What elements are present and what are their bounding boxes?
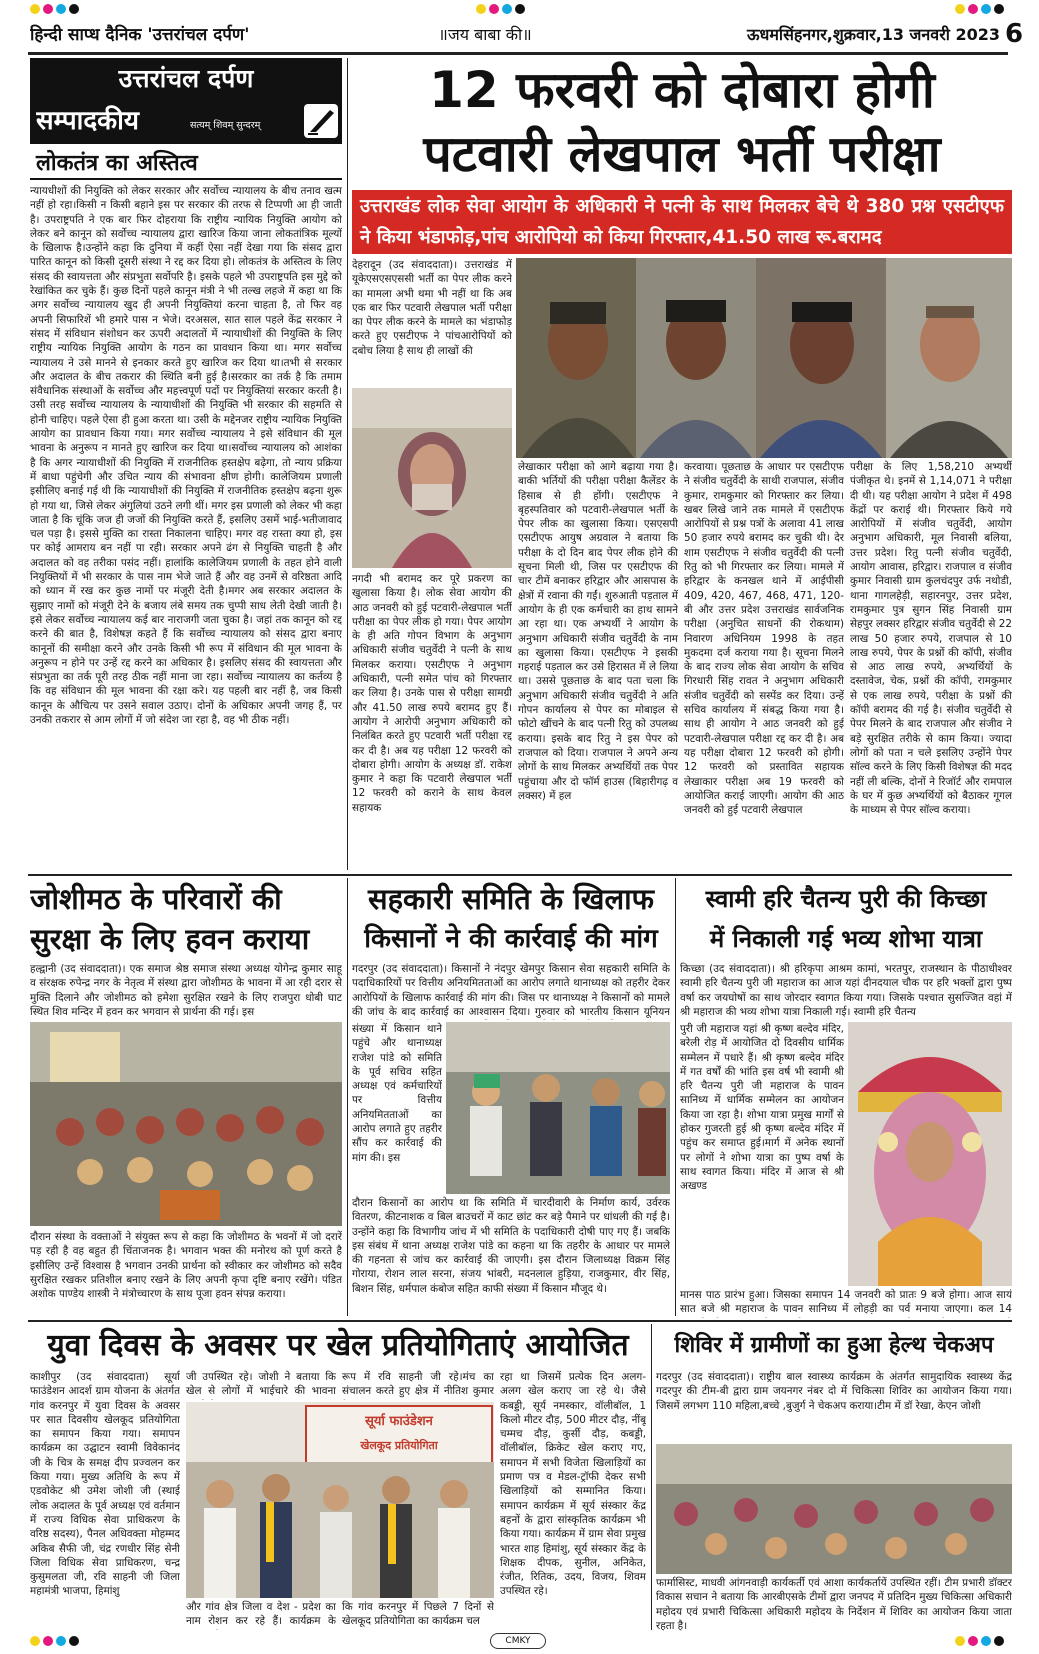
kisan-headline-line1: सहकारी समिति के खिलाफ [368,882,654,916]
column-divider-4 [651,1324,652,1630]
lead-subhead: उत्तराखंड लोक सेवा आयोग के अधिकारी ने पत्नी के साथ मिलकर बेचे थे 380 प्रश्न एसटीएफ ने किया भंडाफोड़,पांच आरोपियो को किया गिरफ्तार,41.50 लाख रू.बरामद [352,190,1012,254]
kisan-photo [446,1022,670,1194]
editorial-motto: सत्यम् शिवम् सुन्दरम् [190,120,261,131]
havan-photo [30,1022,342,1226]
lead-col-d: परीक्षा के लिए 1,58,210 अभ्यर्थी पंजीकृत थे। इनमें से 1,14,071 ने परीक्षा दी थी। यह परीक्षा आयोग ने प्रदेश में 498 केंद्रों पर कराई थी। गिरफ्तार किये गये आरोपियों में संजीव चतुर्वेदी, आयोग अनुभाग अधिकारी, मूल निवासी बलिया, उत्तर प्रदेश। रितु पत्नी संजीव चतुर्वेदी, आयोग आवास, हरिद्वार। राजपाल व संजीव कुमार निवासी ग्राम कुलचंदपुर उर्फ नथोडी, थाना गागलहेड़ी, सहारनपुर, उत्तर प्रदेश, रामकुमार पुत्र सुगन सिंह निवासी ग्राम सेहपुर लक्सर हरिद्वार संजीव चतुर्वेदी से 22 लाख 50 हजार रुपये, राजपाल से 10 लाख रुपये, पेपर के प्रश्नों की कॉपी, संजीव से आठ लाख रुपये, अभ्यर्थियों के दस्तावेज, चेक, प्रश्नों की कॉपी, रामकुमार से एक लाख रुपये, परीक्षा के प्रश्नों की कॉपी बरामद की गई है। संजीव चतुर्वेदी से पेपर मिलने के बाद राजपाल और संजीव ने बड़े सुरक्षित तरीके से काम किया। ज्यादा लोगों को पता न चले इसलिए उन्होंने पेपर सॉल्व करने के लिए किसी विशेषज्ञ की मदद नहीं ली बल्कि, दोनों ने रिजॉर्ट और रामपाल के घर में कुछ अभ्यर्थियों को बैठाकर गूगल के माध्यम से पेपर सॉल्व कराया। [850,461,1012,817]
yatra-body: मानस पाठ प्रारंभ हुआ। जिसका समापन 14 जनवरी को प्रातः 9 बजे होगा। आज सायं सात बजे श्री महाराज के पावन सानिध्य में लोहड़ी का पर्व मनाया जाएगा। कल 14 [680,1289,1012,1316]
yatra-col-left: पुरी जी महाराज यहां श्री कृष्ण बल्देव मंदिर, बरेली रोड़ में आयोजित दो दिवसीय धार्मिक सम्मेलन में पधारे हैं। श्री कृष्ण बल्देव मंदिर में गत वर्षों की भांति इस वर्ष भी स्वामी श्री हरि चैतन्य पुरी जी महाराज के पावन सानिध्य में धार्मिक सम्मेलन का आयोजन किया जा रहा है। शोभा यात्रा प्रमुख मार्गों से होकर गुजरती हुई श्री कृष्ण बल्देव मंदिर में पहुंच कर समाप्त हुई।मार्ग में अनेक स्थानों पर लोगों ने शोभा यात्रा का पुष्प वर्षा के साथ स्वागत किया। मंदिर में आज से श्री अखण्ड [680,1023,844,1193]
yuva-col4: रहा था जिसमें प्रत्येक दिन अलग- अलग खेल कराए जा रहे थे। जैसे कबड्डी, सूर्य नमस्कार, वॉलीबॉल, 1 किलो मीटर दौड़, 500 मीटर दौड़, नींबू चम्मच दौड़, कुर्सी दौड़, कबड्डी, वॉलीबॉल, क्रिकेट खेल कराए गए, समापन में सभी विजेता खिलाड़ियों का प्रमाण पत्र व मेडल-ट्रॉफी देकर सभी खिलाड़ियों को सम्मानित किया। समापन कार्यक्रम में सूर्य संस्कार केंद्र बहनों के द्वारा सांस्कृतिक कार्यक्रम भी किया गया। कार्यक्रम में ग्राम सेवा प्रमुख भारत शाह हिमांशु, सूर्य संस्कार केंद्र के शिक्षक दीपक, सुनील, अनिकेत, रंजीत, रितिक, उदय, विजय, शिवम उपस्थित रहे। [500,1371,646,1598]
editorial-banner [30,58,342,144]
joshimath-body: दौरान संस्था के वक्ताओं ने संयुक्त रूप से कहा कि जोशीमठ के भवनों में जो दरारें पड़ रही है वह बहुत ही चिंताजनक है। भगवान भक्त की मनोरथ को पूर्ण करते है इसीलिए उन्हें विश्वास है भगवान उनकी प्रार्थना को स्वीकार कर जोशीमठ को सदैव सुरक्षित रखकर प्रतिशील बनाए रखने के लिए अपनी कृपा दृष्टि बनाए रखेंगे। पंडित अशोक पाण्डेय शास्त्री ने मंत्रोच्चारण के साथ पूजा हवन संपन्न कराया। [30,1231,342,1301]
kisan-col-left: संख्या में किसान थाने पहुंचे और थानाध्यक्ष राजेश पांडे को समिति के पूर्व सचिव सहित अध्यक्ष एवं कर्मचारियों पर वित्तीय अनियमितताओं का आरोप लगाते हुए तहरीर सौंप कर कार्रवाई की मांग की। इस [352,1023,442,1164]
yuva-col2-bottom: और गांव क्षेत्र जिला व देश - प्रदेश का नाम रोशन कर रहे हैं। कार्यक्रम के [186,1601,336,1628]
quill-icon [304,104,338,138]
yuva-col1: काशीपुर (उद संवाददाता) सूर्या फाउंडेशन आदर्श ग्राम योजना के अंतर्गत गांव करनपुर में युवा दिवस के अवसर पर सात दिवसीय खेलकूद प्रतियोगिता का समापन किया गया। समापन कार्यक्रम का उद्घाटन स्वामी विवेकानंद जी के चित्र के समक्ष दीप प्रज्वलन कर किया गया। मुख्य अतिथि के रूप में एडवोकेट श्री उमेश जोशी जी (स्थाई लोक अदालत के पूर्व अध्यक्ष एवं वर्तमान में राज्य विधिक सेवा प्राधिकरण के वरिष्ठ सदस्य), पैनल अधिवक्ता मोहम्मद अकिब सैफी जी, चंद्र रणधीर सिंह सेनी जिला विधिक सेवा प्राधिकरण, चन्द्र कुसुमलता जी, रवि साहनी जी जिला महामंत्री भाजपा, हिमांशु [30,1371,180,1598]
yuva-col3-bottom: कि गांव करनपुर में पिछले 7 दिनों से खेलकूद प्रतियोगिता का कार्यक्रम चल [342,1601,494,1628]
page-number: 6 [1005,19,1024,49]
paper-name: हिन्दी साप्ध दैनिक 'उत्तरांचल दर्पण' [30,25,250,45]
yuva-photo [186,1402,494,1598]
health-intro: गदरपुर (उद संवाददाता)। राष्ट्रीय बाल स्वास्थ्य कार्यक्रम के अंतर्गत सामुदायिक स्वास्थ्य केंद्र गदरपुर की टीम-बी द्वारा ग्राम जयनगर नंबर दो में चिकित्सा शिविर का आयोजन किया गया। जिसमें लगभग 110 महिला,बच्चे ,बुजुर्ग ने चेकअप कराया।टीम में डॉ रेखा, केएन जोशी [656,1371,1012,1412]
health-headline: शिविर में ग्रामीणों का हुआ हेल्थ चेकअप [674,1333,994,1358]
registration-dots-top-center [476,4,525,14]
cmky-marker: CMKY [490,1633,546,1649]
health-camp-photo [656,1444,1012,1574]
editorial-banner-title: उत्तरांचल दर्पण [118,64,254,93]
yuva-headline: युवा दिवस के अवसर पर खेल प्रतियोगिताएं आयोजित [47,1328,629,1363]
registration-dots-bottom-left [30,1636,79,1646]
lead-headline-line2: पटवारी लेखपाल भर्ती परीक्षा [423,125,941,183]
header-rule [28,52,1008,55]
masthead-slogan: ॥जय बाबा की॥ [438,25,532,44]
registration-dots-bottom-right [955,1636,1004,1646]
accused-photo-4 [886,258,1012,458]
kisan-intro: गदरपुर (उद संवाददाता)। किसानों ने नंदपुर खेमपुर किसान सेवा सहकारी समिति के पदाधिकारियों पर वित्तीय अनियमितताओं का आरोप लगाते थानाध्यक्ष को तहरीर देकर आरोपियों के खिलाफ कार्रवाई की मांग की। जिस पर थानाध्यक्ष ने किसानों को मामले की जांच के बाद कार्रवाई का आश्वासन दिया। गुरुवार को भारतीय किसान यूनियन [352,963,670,1018]
yatra-headline-line1: स्वामी हरि चैतन्य पुरी की किच्छा [705,885,987,913]
yuva-col2-top: जी उपस्थित रहे। जोशी ने बताया कि खेल से लोगों में भाईचारे की भावना [186,1371,336,1398]
accused-photo-3 [756,258,886,458]
accused-photo-2 [636,258,756,458]
yuva-col3-top: रूप में रवि साहनी जी रहे।मंच का संचालन करते हुए क्षेत्र में नीतिश कुमार [342,1371,494,1398]
editorial-body: न्यायधीशों की नियुक्ति को लेकर सरकार और सर्वोच्च न्यायालय के बीच तनाव खत्म नहीं हो रहा।किसी न किसी बहाने इस पर सरकार की तरफ से टिप्पणी आ ही जाती है। उपराष्ट्रपति ने एक बार फिर दोहराया कि राष्ट्रीय न्यायिक नियुक्ति आयोग को लेकर बने कानून को सर्वोच्च न्यायालय द्वारा खारिज किया जाना लोकतांत्रिक मूल्यों के खिलाफ है।उन्होंने कहा कि दुनिया में कहीं ऐसा नहीं देखा गया कि संसद द्वारा पारित कानून को किसी दूसरी संस्था ने रद्द कर दिया हो। लोकतंत्र के अस्तित्व के लिए संसद की स्वायत्तता और संप्रभुता सर्वोपरि है। इसके पहले भी उपराष्ट्रपति इस मुद्दे को रेखांकित कर चुके हैं। कुछ दिनों पहले कानून मंत्री ने भी तल्ख लहजे में कहा था कि अगर सर्वोच्च न्यायालय खुद ही अपनी नियुक्तियां करना चाहता है, तो फिर वह अपनी सिफारिशें भी हमारे पास न भेजे। दरअसल, सात साल पहले केंद्र सरकार ने संसद में संविधान संशोधन कर ऊपरी अदालतों में न्यायाधीशों की नियुक्ति के लिए राष्ट्रीय न्यायिक नियुक्ति आयोग के गठन का प्रावधान किया था। मगर सर्वोच्च न्यायालय ने उसे मानने से इनकार करते हुए खारिज कर दिया था।तभी से सरकार और अदालत के बीच तकरार की स्थिति बनी हुई है।सरकार का तर्क है कि तमाम संवैधानिक संस्थाओं के सर्वोच्च और महत्त्वपूर्ण पदों पर नियुक्तियां सरकार करती है। उसी तरह सर्वोच्च न्यायालय के न्यायाधीशों की नियुक्ति भी सरकार की सहमति से होनी चाहिए। पहले ऐसा ही हुआ करता था। उसी के मद्देनजर राष्ट्रीय न्यायिक नियुक्ति आयोग का प्रावधान किया गया। मगर सर्वोच्च न्यायालय ने इसे संविधान की मूल भावना के अनुरूप न मानते हुए खारिज कर दिया था।सर्वोच्च न्यायालय को आशंका है कि अगर न्यायाधीशों की नियुक्ति में राजनीतिक हस्तक्षेप बढ़ेगा, तो न्याय प्रक्रिया में बाधा पहुंचेगी और उचित न्याय की संभावना क्षीण होगी। कालेजियम प्रणाली इसीलिए बनाई गई थी कि न्यायाधीशों की नियुक्ति में राजनीतिक हस्तक्षेप बढ़ना शुरू हो गया था, जिसे लेकर अंगुलियां उठने लगी थीं। मगर इस प्रणाली को लेकर भी कहा जाता है कि चूंकि जज ही जजों की नियुक्ति करते हैं, इसलिए उसमें भाई-भतीजावाद चल पड़ा है। इससे मुक्ति का रास्ता निकालना चाहिए। मगर वह रास्ता क्या हो, इस पर कोई आमराय बन नहीं पा रही। सरकार अपने ढंग से नियुक्ति चाहती है और अदालत को वह तरीका पसंद नहीं। हालांकि कालेजियम प्रणाली के तहत होने वाली नियुक्तियों में भी सरकार के पास नाम भेजे जाते हैं और वह उनमें से वरिष्ठता आदि को ध्यान में रख कर कुछ नामों पर मंजूरी देती है।मगर अब सरकार अदालत के सुझाए नामों को मंजूरी देने के बजाय लंबे समय तक चुप्पी साध लेती देखी जाती है। इसे लेकर सर्वोच्च न्यायालय कई बार नाराजगी जता चुका है। जहां तक कानून को रद्द करने की बात है, विशेषज्ञ कहते हैं कि सर्वोच्च न्यायालय को संसद द्वारा बनाए कानूनों की समीक्षा करने और उनके किसी भी रूप में संविधान की मूल भावना के अनुरूप न होने पर उन्हें रद्द करने का अधिकार है। इसलिए संसद की स्वायत्तता और संप्रभुता का तर्क पूरी तरह ठीक नहीं माना जा रहा। सर्वोच्च न्यायालय का कर्तव्य है कि वह संविधान की मूल भावना की रक्षा करे। यह पहली बार नहीं है, जब किसी कानून के औचित्य पर उसने सवाल उठाए। दोनों के अधिकार अपनी जगह हैं, पर उनकी तकरार से आम लोगों में जो संदेश जा रहा है, वह भी ठीक नहीं। [30,185,342,726]
lead-col-a: नगदी भी बरामद कर पूरे प्रकरण का खुलासा किया है। लोक सेवा आयोग की आठ जनवरी को हुई पटवारी-लेखपाल भर्ती परीक्षा का पेपर लीक हो गया। पेपर आयोग के ही अति गोपन विभाग के अनुभाग अधिकारी संजीव चतुर्वेदी ने पत्नी के साथ मिलकर कराया। एसटीएफ ने अनुभाग अधिकारी, पत्नी समेत पांच को गिरफ्तार कर लिया है। उनके पास से परीक्षा सामग्री और 41.50 लाख रुपये बरामद हुए हैं। आयोग ने आरोपी अनुभाग अधिकारी को निलंबित करते हुए पटवारी भर्ती परीक्षा रद्द कर दी है। अब यह परीक्षा 12 फरवरी को दोबारा होगी। आयोग के अध्यक्ष डॉ. राकेश कुमार ने कहा कि पटवारी लेखपाल भर्ती 12 फरवरी को कराने के साथ केवल सहायक [352,573,512,814]
yuva-banner-text: सूर्या फाउंडेशन [365,1414,433,1429]
editorial-headline: लोकतंत्र का अस्तित्व [30,148,342,180]
swami-photo [848,1022,1012,1286]
kisan-headline-line2: किसानों ने की कार्रवाई की मांग [364,924,658,954]
health-body: फार्मासिस्ट, माधवी आंगनवाड़ी कार्यकर्ती एवं आशा कार्यकर्तायें उपस्थित रहीं। टीम प्रभारी डॉक्टर विकास सचान ने बताया कि आरबीएसके टीमों द्वारा जनपद में प्रतिदिन मुख्य चिकित्सा अधिकारी महोदय एवं प्रभारी चिकित्सा अधिकारी महोदय के निर्देशन में शिविर का आयोजन किया जाता रहता है। [656,1577,1012,1632]
column-divider [347,58,348,870]
joshimath-headline-line1: जोशीमठ के परिवारों की [30,882,282,916]
kisan-body: दौरान किसानों का आरोप था कि समिति में चारदीवारी के निर्माण कार्य, उर्वरक वितरण, कीटनाशक व बिल बाउचरों में काट छांट कर बड़े पैमाने पर धांधली की गई है। उन्होंने कहा कि विभागीय जांच में भी समिति के पदाधिकारी दोषी पाए गए हैं। जबकि इस संबंध में थाना अध्यक्ष राजेश पांडे का कहना था कि तहरीर के आधार पर मामले की गहनता से जांच कर कार्रवाई की जाएगी। इस दौरान जिलाध्यक्ष विक्रम सिंह गोराया, रोशन लाल सरना, संजय भांबरी, मदनलाल हुड़िया, राजकुमार, वीर सिंह, बिशन सिंह, धर्मपाल कंबोज सहित काफी संख्या में किसान मौजूद थे। [352,1197,670,1295]
accused-photo-1 [516,258,636,458]
lead-headline-line1: 12 फरवरी को दोबारा होगी [429,61,935,119]
registration-dots-top-right [955,4,1004,14]
yatra-headline-line2: में निकाली गई भव्य शोभा यात्रा [709,925,983,953]
joshimath-headline-line2: सुरक्षा के लिए हवन कराया [30,922,310,956]
dateline: ऊधमसिंहनगर,शुक्रवार,13 जनवरी 2023 [746,25,1000,44]
column-divider-3 [675,878,676,1316]
registration-dots-top-left [30,4,79,14]
lead-col-b: लेखाकार परीक्षा को आगे बढ़ाया गया है। बाकी भर्तियों की परीक्षा परीक्षा कैलेंडर के हिसाब से ही होंगी। एसटीएफ ने बृहस्पतिवार को पटवारी-लेखपाल भर्ती के पेपर लीक का खुलासा किया। एसएसपी एसटीएफ आयुष अग्रवाल ने बताया कि परीक्षा के दो दिन बाद पेपर लीक होने की सूचना मिली थी, जिस पर एसटीएफ की चार टीमें बनाकर हरिद्वार और आसपास के क्षेत्रों में रवाना की गईं। शुरुआती पड़ताल में आयोग के ही एक कर्मचारी का हाथ सामने आ रहा था। एक अभ्यर्थी ने आयोग के अनुभाग अधिकारी संजीव चतुर्वेदी के नाम का खुलासा किया। एसटीएफ ने इसकी गहराई पड़ताल कर उसे हिरासत में ले लिया था। उससे पूछताछ के बाद पता चला कि अनुभाग अधिकारी संजीव चतुर्वेदी ने अति गोपन कार्यालय से पेपर का मोबाइल से फोटो खींचने के बाद पत्नी रितु को उपलब्ध कराया। इसके बाद रितु ने इस पेपर को राजपाल को दिया। राजपाल ने अपने अन्य लोगों के साथ मिलकर अभ्यर्थियों तक पेपर पहुंचाया और दो फॉर्म हाउस (बिहारीगढ़ व लक्सर) में हल [518,461,678,802]
column-divider-2 [347,878,348,1316]
yuva-banner-text2: खेलकूद प्रतियोगिता [360,1439,438,1452]
accused-woman-photo [352,388,512,568]
section-rule-1 [28,874,1012,876]
editorial-section-label: सम्पादकीय [36,106,139,136]
yatra-intro: किच्छा (उद संवाददाता)। श्री हरिकृपा आश्रम कामां, भरतपुर, राजस्थान के पीठाधीश्वर स्वामी हरि चैतन्य पुरी जी महाराज का आज यहां दीनदयाल चौक पर हरि भक्तों द्वारा पुष्प वर्षा कर जयघोषों का साथ जोरदार स्वागत किया गया। जिसके पश्चात सुसज्जित वहां में श्री महाराज की भव्य शोभा यात्रा निकाली गई। स्वामी हरि चैतन्य [680,963,1012,1018]
lead-intro: देहरादून (उद संवाददाता)। उत्तराखंड में यूकेएसएसएससी भर्ती का पेपर लीक करने का मामला अभी थमा भी नहीं था कि अब एक बार फिर पटवारी लेखपाल भर्ती परीक्षा का पेपर लीक करने के मामले का भंडाफोड़ करते हुए एसटीएफ ने पांचआरोपियों को दबोच लिया है साथ ही लाखों की [352,259,512,357]
section-rule-2 [28,1320,1012,1322]
lead-col-c: करवाया। पूछताछ के आधार पर एसटीएफ ने संजीव चतुर्वेदी के साथी राजपाल, संजीव कुमार, रामकुमार को गिरफ्तार कर लिया। खबर लिखे जाने तक मामले में एसटीएफ आरोपियों से प्रश्न पत्रों के अलावा 41 लाख 50 हजार रुपये बरामद कर चुकी थी। देर शाम एसटीएफ ने संजीव चतुर्वेदी की पत्नी रितु को भी गिरफ्तार कर लिया। मामले में हरिद्वार के कनखल थाने में आईपीसी 409, 420, 467, 468, 471, 120-बी और उत्तर प्रदेश उत्तराखंड सार्वजनिक परीक्षा (अनुचित साधनों की रोकथाम) निवारण अधिनियम 1998 के तहत मुकदमा दर्ज कराया गया है। सूचना मिलने के बाद राज्य लोक सेवा आयोग के सचिव गिरधारी सिंह रावत ने अनुभाग अधिकारी संजीव चतुर्वेदी को सस्पेंड कर दिया। उन्हें सचिव कार्यालय में संबद्ध किया गया है। साथ ही आयोग ने आठ जनवरी को हुई पटवारी-लेखपाल परीक्षा रद्द कर दी है। अब यह परीक्षा दोबारा 12 फरवरी को होगी। 12 फरवरी को प्रस्तावित सहायक लेखाकार परीक्षा अब 19 फरवरी को आयोजित कराई जाएगी। आयोग की आठ जनवरी को हुई पटवारी लेखपाल [684,461,844,817]
joshimath-intro: हल्द्वानी (उद संवाददाता)। एक समाज श्रेष्ठ समाज संस्था अध्यक्ष योगेन्द्र कुमार साहू व संरक्षक रुपेन्द्र नगर के नेतृत्व में संस्था द्वारा जोशीमठ के भावना में आ रही दरार से मुक्ति दिलाने और जोशीमठ को हमेशा सुरक्षित रखने के लिए राजपुरा धोबी घाट स्थित शिव मन्दिर में हवन कर भगवान से प्रार्थना की गई। इस [30,963,342,1018]
